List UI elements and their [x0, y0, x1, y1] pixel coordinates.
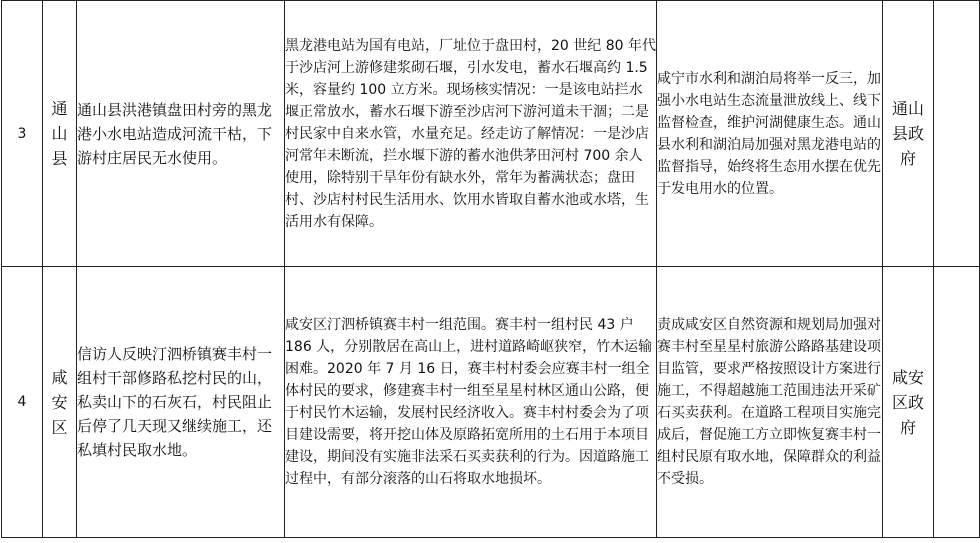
- row-index: 3: [2, 1, 43, 267]
- issue-cell: [77, 267, 285, 538]
- issue-cell: [77, 1, 285, 267]
- responsible-unit: 咸安区政府: [891, 367, 924, 437]
- row-index: 4: [2, 267, 43, 538]
- county-cell: [43, 1, 77, 267]
- issue-text: 通山县洪港镇盘田村旁的黑龙港小水电站造成河流干枯，下游村庄居民无水使用。: [77, 100, 273, 167]
- table-row: [2, 267, 980, 538]
- rectification-cell: 咸宁市水利和湖泊局将举一反三，加强小水电站生态流量泄放线上、线下监督检查，维护河湖健康生态。通山县水利和湖泊局加强对黑龙港电站的监督指导，始终将生态用水摆在优先于发电用水的位置。: [657, 1, 883, 267]
- issue-text: 信访人反映汀泗桥镇赛丰村一组村干部修路私挖村民的山，私卖山下的石灰石，村民阻止后停了几天现又继续施工，还私填村民取水地。: [77, 345, 273, 459]
- investigation-cell: 黑龙港电站为国有电站，厂址位于盘田村，20 世纪 80 年代于沙店河上游修建浆砌石堰，引水发电，蓄水石堰高约 1.5 米，容量约 100 立方米。现场核实情况：一是该电站拦水堰正常放水，蓄水石堰下游至沙店河下游河道未干涸；二是村民家中自来水管，水量充足。经走访了解情况：一是沙店河常年未断流，拦水堰下游的蓄水池供茅田河村 700 余人使用，除特别干旱年份有缺水外，常年为蓄满状态；盘田村、沙店村村民生活用水、饮用水皆取自蓄水池或水塔，生活用水有保障。: [285, 1, 657, 267]
- rectification-cell: 责成咸安区自然资源和规划局加强对赛丰村至星星村旅游公路路基建设项目监管，要求严格按照设计方案进行施工，不得超越施工范围违法开采矿石买卖获利。在道路工程项目实施完成后，督促施工方立即恢复赛丰村一组村民原有取水地，保障群众的利益不受损。: [657, 267, 883, 538]
- county-name: 咸安区: [51, 367, 68, 437]
- county-name: 通山县: [51, 99, 68, 168]
- county-cell: [43, 267, 77, 538]
- complaint-table: [1, 0, 980, 538]
- responsible-unit-cell: [883, 267, 934, 538]
- responsible-unit-cell: [883, 1, 934, 267]
- table-row: [2, 1, 980, 267]
- investigation-cell: 咸安区汀泗桥镇赛丰村一组范围。赛丰村一组村民 43 户 186 人，分别散居在高山上，进村道路崎岖狭窄，竹木运输困难。2020 年 7 月 16 日，赛丰村村委会应赛丰村一组全体村民的要求，修建赛丰村一组至星星村林区通山公路，便于村民竹木运输，发展村民经济收入。赛丰村村委会为了项目建设需要，将开挖山体及原路拓宽所用的土石用于本项目建设，期间没有实施非法采石买卖获利的行为。因道路施工过程中，有部分滚落的山石将取水地损坏。: [285, 267, 657, 538]
- empty-cell: [934, 1, 980, 267]
- empty-cell: [934, 267, 980, 538]
- responsible-unit: 通山县政府: [891, 99, 924, 168]
